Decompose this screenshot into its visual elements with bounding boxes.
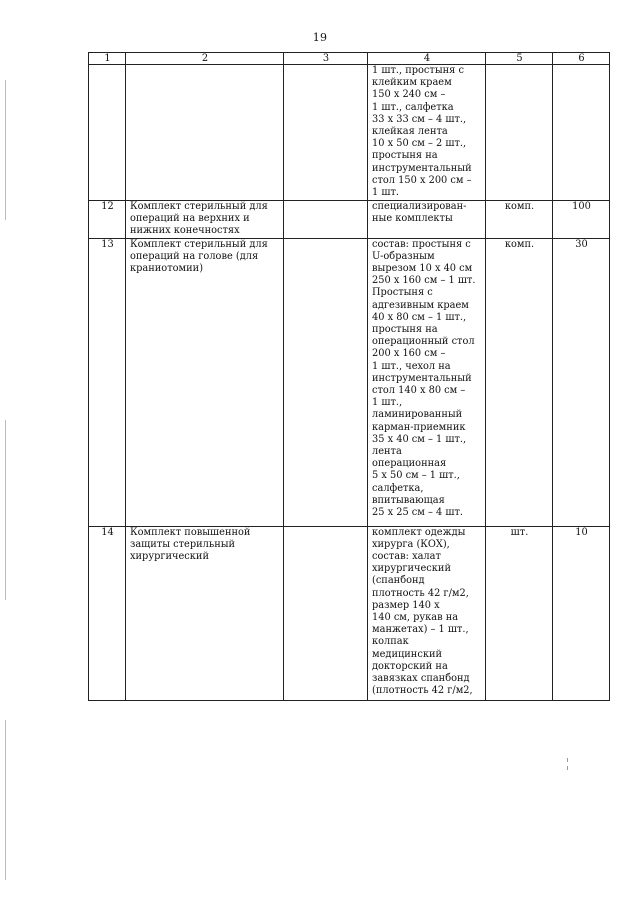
table-row [89, 238, 610, 526]
description-cell: 1 шт., простыня с клейким краем 150 х 240 см – 1 шт., салфетка 33 х 33 см – 4 шт., клейкая лента 10 х 50 см – 2 шт., простыня на инструментальный стол 150 х 200 см – 1 шт. [368, 65, 486, 201]
column-header: 5 [486, 53, 553, 65]
row-number-cell: 12 [89, 201, 126, 239]
unit-cell: комп. [486, 238, 553, 526]
description-cell: специализирован- ные комплекты [368, 201, 486, 239]
table-row [89, 65, 610, 201]
column-3-cell [284, 526, 368, 700]
column-header: 3 [284, 53, 368, 65]
item-name-cell: Комплект повышенной защиты стерильный хирургический [126, 526, 284, 700]
specification-table [88, 52, 610, 701]
scan-margin-mark [5, 80, 6, 220]
table-row [89, 201, 610, 239]
unit-cell: шт. [486, 526, 553, 700]
unit-cell [486, 65, 553, 201]
column-3-cell [284, 201, 368, 239]
row-number-cell: 14 [89, 526, 126, 700]
column-header: 6 [553, 53, 610, 65]
scan-tick-mark [567, 758, 568, 762]
row-number-cell [89, 65, 126, 201]
column-header: 4 [368, 53, 486, 65]
column-3-cell [284, 238, 368, 526]
column-3-cell [284, 65, 368, 201]
table-row [89, 526, 610, 700]
page-number: 19 [312, 31, 328, 44]
scan-margin-mark [5, 720, 6, 880]
quantity-cell: 10 [553, 526, 610, 700]
column-header: 1 [89, 53, 126, 65]
row-number-cell: 13 [89, 238, 126, 526]
scan-margin-mark [5, 420, 6, 600]
quantity-cell: 100 [553, 201, 610, 239]
item-name-cell [126, 65, 284, 201]
quantity-cell [553, 65, 610, 201]
description-cell: состав: простыня с U-образным вырезом 10 х 40 см 250 х 160 см – 1 шт. Простыня с адгезивным краем 40 х 80 см – 1 шт., простыня на операционный стол 200 х 160 см – 1 шт., чехол на инструментальный стол 140 х 80 см – 1 шт., ламинированный карман-приемник 35 х 40 см – 1 шт., лента операционная 5 х 50 см – 1 шт., салфетка, впитывающая 25 х 25 см – 4 шт. [368, 238, 486, 526]
item-name-cell: Комплект стерильный для операций на верхних и нижних конечностях [126, 201, 284, 239]
column-header: 2 [126, 53, 284, 65]
table-header-row [89, 53, 610, 65]
description-cell: комплект одежды хирурга (КОХ), состав: халат хирургический (спанбонд плотность 42 г/м2, размер 140 х 140 см, рукав на манжетах) – 1 шт., колпак медицинский докторский на завязках спанбонд (плотность 42 г/м2, [368, 526, 486, 700]
scan-tick-mark [567, 766, 568, 770]
item-name-cell: Комплект стерильный для операций на голове (для краниотомии) [126, 238, 284, 526]
unit-cell: комп. [486, 201, 553, 239]
quantity-cell: 30 [553, 238, 610, 526]
